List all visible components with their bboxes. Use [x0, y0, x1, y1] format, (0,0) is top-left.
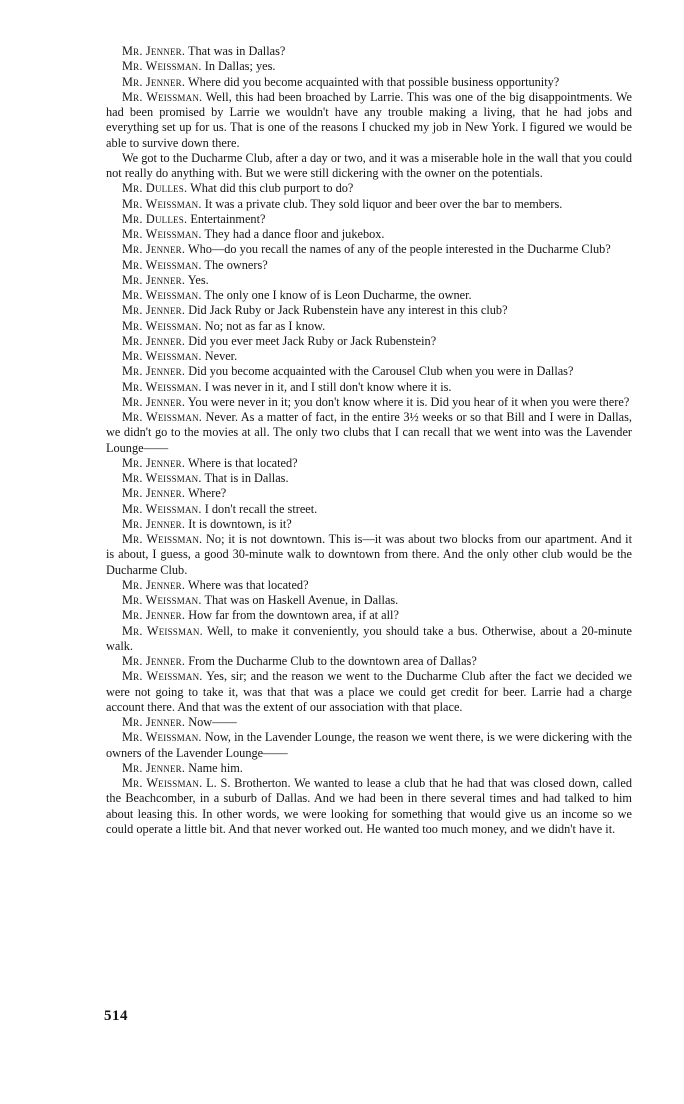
- testimony-text: Well, to make it conveniently, you should take a bus. Otherwise, about a 20-minute walk.: [106, 623, 633, 653]
- speaker-name: Mr. Dulles.: [122, 211, 188, 226]
- testimony-paragraph: [106, 303, 632, 318]
- testimony-paragraph: [106, 44, 632, 59]
- speaker-name: Mr. Weissman.: [122, 59, 202, 74]
- testimony-paragraph: [106, 395, 632, 410]
- testimony-text: They had a dance floor and jukebox.: [204, 227, 385, 241]
- testimony-text: What did this club purport to do?: [190, 181, 354, 196]
- testimony-text: It is downtown, is it?: [188, 516, 292, 531]
- speaker-name: Mr. Weissman.: [122, 623, 203, 638]
- speaker-name: Mr. Jenner.: [122, 272, 186, 287]
- testimony-paragraph: [106, 380, 632, 395]
- speaker-name: Mr. Jenner.: [122, 608, 186, 623]
- testimony-paragraph: [106, 227, 632, 242]
- testimony-text: That is in Dallas.: [204, 471, 289, 485]
- testimony-text: Did you ever meet Jack Ruby or Jack Rubenstein?: [188, 333, 437, 348]
- testimony-paragraph: [106, 197, 632, 212]
- testimony-paragraph: [106, 593, 632, 608]
- testimony-paragraph: [106, 288, 632, 303]
- testimony-text: Where was that located?: [188, 577, 309, 592]
- testimony-text: Never.: [204, 349, 238, 363]
- speaker-name: Mr. Weissman.: [122, 532, 203, 546]
- speaker-name: Mr. Jenner.: [122, 303, 186, 318]
- speaker-name: Mr. Jenner.: [122, 455, 186, 470]
- testimony-paragraph: [106, 334, 632, 349]
- speaker-name: Mr. Jenner.: [122, 654, 186, 668]
- testimony-paragraph: [106, 761, 632, 776]
- testimony-paragraph: [106, 364, 632, 379]
- speaker-name: Mr. Jenner.: [122, 364, 186, 379]
- testimony-text: Did Jack Ruby or Jack Rubenstein have any interest in this club?: [188, 303, 508, 318]
- testimony-text: You were never in it; you don't know where it is. Did you hear of it when you were there?: [187, 394, 630, 409]
- testimony-text: Yes, sir; and the reason we went to the Ducharme Club after the fact we decided we were not going to take it, was that that was a place we could get credit for beer. Larrie had a charge account there. And that was the extent of our association with that place.: [106, 669, 632, 714]
- testimony-paragraph: [106, 59, 632, 74]
- testimony-text: It was a private club. They sold liquor and beer over the bar to members.: [204, 196, 563, 211]
- testimony-text: That was on Haskell Avenue, in Dallas.: [204, 593, 399, 607]
- speaker-name: Mr. Weissman.: [122, 669, 203, 684]
- testimony-text: L. S. Brotherton. We wanted to lease a club that he had that was closed down, called the Beachcomber, in a suburb of Dallas. And we had been in there several times and had talked to him about leasing this. In other words, we were looking for something that would give us an income so we could operate a little bit. And that never worked out. He wanted too much money, and we didn't have it.: [106, 776, 633, 836]
- testimony-paragraph: [106, 181, 632, 196]
- speaker-name: Mr. Weissman.: [122, 471, 202, 485]
- testimony-paragraph: [106, 532, 632, 578]
- testimony-text: Now——: [188, 715, 237, 729]
- testimony-paragraph: [106, 776, 632, 837]
- testimony-paragraph: [106, 410, 632, 456]
- testimony-text: That was in Dallas?: [188, 44, 286, 58]
- testimony-paragraph: [106, 715, 632, 730]
- testimony-paragraph: [106, 578, 632, 593]
- testimony-text: Never. As a matter of fact, in the entire 3½ weeks or so that Bill and I were in Dallas, we didn't go to the movies at all. The only two clubs that I can recall that we went into was the Lavender Lounge——: [106, 410, 632, 455]
- speaker-name: Mr. Weissman.: [122, 227, 202, 241]
- speaker-name: Mr. Jenner.: [122, 715, 186, 729]
- speaker-name: Mr. Weissman.: [122, 89, 203, 104]
- speaker-name: Mr. Weissman.: [122, 318, 202, 333]
- testimony-paragraph: [106, 349, 632, 364]
- speaker-name: Mr. Jenner.: [122, 242, 186, 257]
- testimony-text: No; not as far as I know.: [204, 318, 326, 333]
- speaker-name: Mr. Jenner.: [122, 74, 186, 89]
- testimony-text: No; it is not downtown. This is—it was about two blocks from our apartment. And it is about, I guess, a good 30-minute walk to downtown from there. And the only other club would be the Ducharme Club.: [106, 532, 632, 577]
- testimony-paragraph: [106, 486, 632, 501]
- testimony-paragraph: [106, 90, 632, 151]
- testimony-text: Where is that located?: [188, 455, 298, 470]
- speaker-name: Mr. Jenner.: [122, 44, 186, 58]
- speaker-name: Mr. Weissman.: [122, 730, 202, 745]
- speaker-name: Mr. Dulles.: [122, 181, 188, 196]
- speaker-name: Mr. Weissman.: [122, 410, 203, 424]
- testimony-text: I don't recall the street.: [204, 501, 318, 516]
- testimony-paragraph: [106, 212, 632, 227]
- speaker-name: Mr. Weissman.: [122, 257, 202, 272]
- testimony-transcript: [106, 44, 632, 837]
- testimony-text: Name him.: [188, 760, 243, 775]
- testimony-text: Where?: [188, 486, 227, 501]
- testimony-text: We got to the Ducharme Club, after a day or two, and it was a miserable hole in the wall that you could not really do anything with. But we were still dickering with the owner on the potentials.: [106, 150, 632, 180]
- speaker-name: Mr. Jenner.: [122, 760, 186, 775]
- speaker-name: Mr. Weissman.: [122, 776, 203, 790]
- testimony-paragraph: [106, 258, 632, 273]
- speaker-name: Mr. Jenner.: [122, 577, 186, 592]
- speaker-name: Mr. Weissman.: [122, 379, 202, 394]
- testimony-paragraph: [106, 151, 632, 182]
- speaker-name: Mr. Jenner.: [122, 333, 186, 348]
- page-number: 514: [104, 1008, 128, 1024]
- testimony-text: Now, in the Lavender Lounge, the reason we went there, is we were dickering with the owners of the Lavender Lounge——: [106, 730, 632, 760]
- testimony-text: Well, this had been broached by Larrie. This was one of the big disappointments. We had been promised by Larrie we wouldn't have any trouble making a living, that he had jobs and everything set up for us. That is one of the reasons I chucked my job in New York. I figured we would be able to survive down there.: [106, 89, 633, 150]
- testimony-text: Who—do you recall the names of any of the people interested in the Ducharme Club?: [188, 242, 611, 257]
- testimony-paragraph: [106, 273, 632, 288]
- testimony-text: Yes.: [187, 272, 209, 287]
- transcript-page: [106, 44, 632, 837]
- testimony-text: Did you become acquainted with the Carousel Club when you were in Dallas?: [188, 364, 574, 379]
- testimony-paragraph: [106, 517, 632, 532]
- testimony-paragraph: [106, 242, 632, 257]
- testimony-text: Where did you become acquainted with that possible business opportunity?: [188, 74, 560, 89]
- testimony-text: From the Ducharme Club to the downtown area of Dallas?: [188, 654, 477, 668]
- testimony-paragraph: [106, 456, 632, 471]
- testimony-paragraph: [106, 502, 632, 517]
- testimony-text: I was never in it, and I still don't know where it is.: [204, 379, 452, 394]
- testimony-paragraph: [106, 75, 632, 90]
- testimony-text: The owners?: [204, 257, 268, 272]
- testimony-text: How far from the downtown area, if at all?: [188, 608, 399, 623]
- speaker-name: Mr. Jenner.: [122, 516, 186, 531]
- speaker-name: Mr. Weissman.: [122, 196, 202, 211]
- testimony-paragraph: [106, 471, 632, 486]
- testimony-paragraph: [106, 669, 632, 715]
- speaker-name: Mr. Weissman.: [122, 593, 202, 607]
- testimony-text: The only one I know of is Leon Ducharme, the owner.: [204, 288, 472, 302]
- testimony-paragraph: [106, 730, 632, 761]
- testimony-paragraph: [106, 608, 632, 623]
- speaker-name: Mr. Weissman.: [122, 288, 202, 302]
- speaker-name: Mr. Jenner.: [122, 394, 186, 409]
- testimony-paragraph: [106, 319, 632, 334]
- speaker-name: Mr. Weissman.: [122, 349, 202, 363]
- speaker-name: Mr. Weissman.: [122, 501, 202, 516]
- testimony-paragraph: [106, 624, 632, 655]
- testimony-text: Entertainment?: [190, 211, 266, 226]
- speaker-name: Mr. Jenner.: [122, 486, 186, 501]
- testimony-paragraph: [106, 654, 632, 669]
- testimony-text: In Dallas; yes.: [204, 59, 276, 74]
